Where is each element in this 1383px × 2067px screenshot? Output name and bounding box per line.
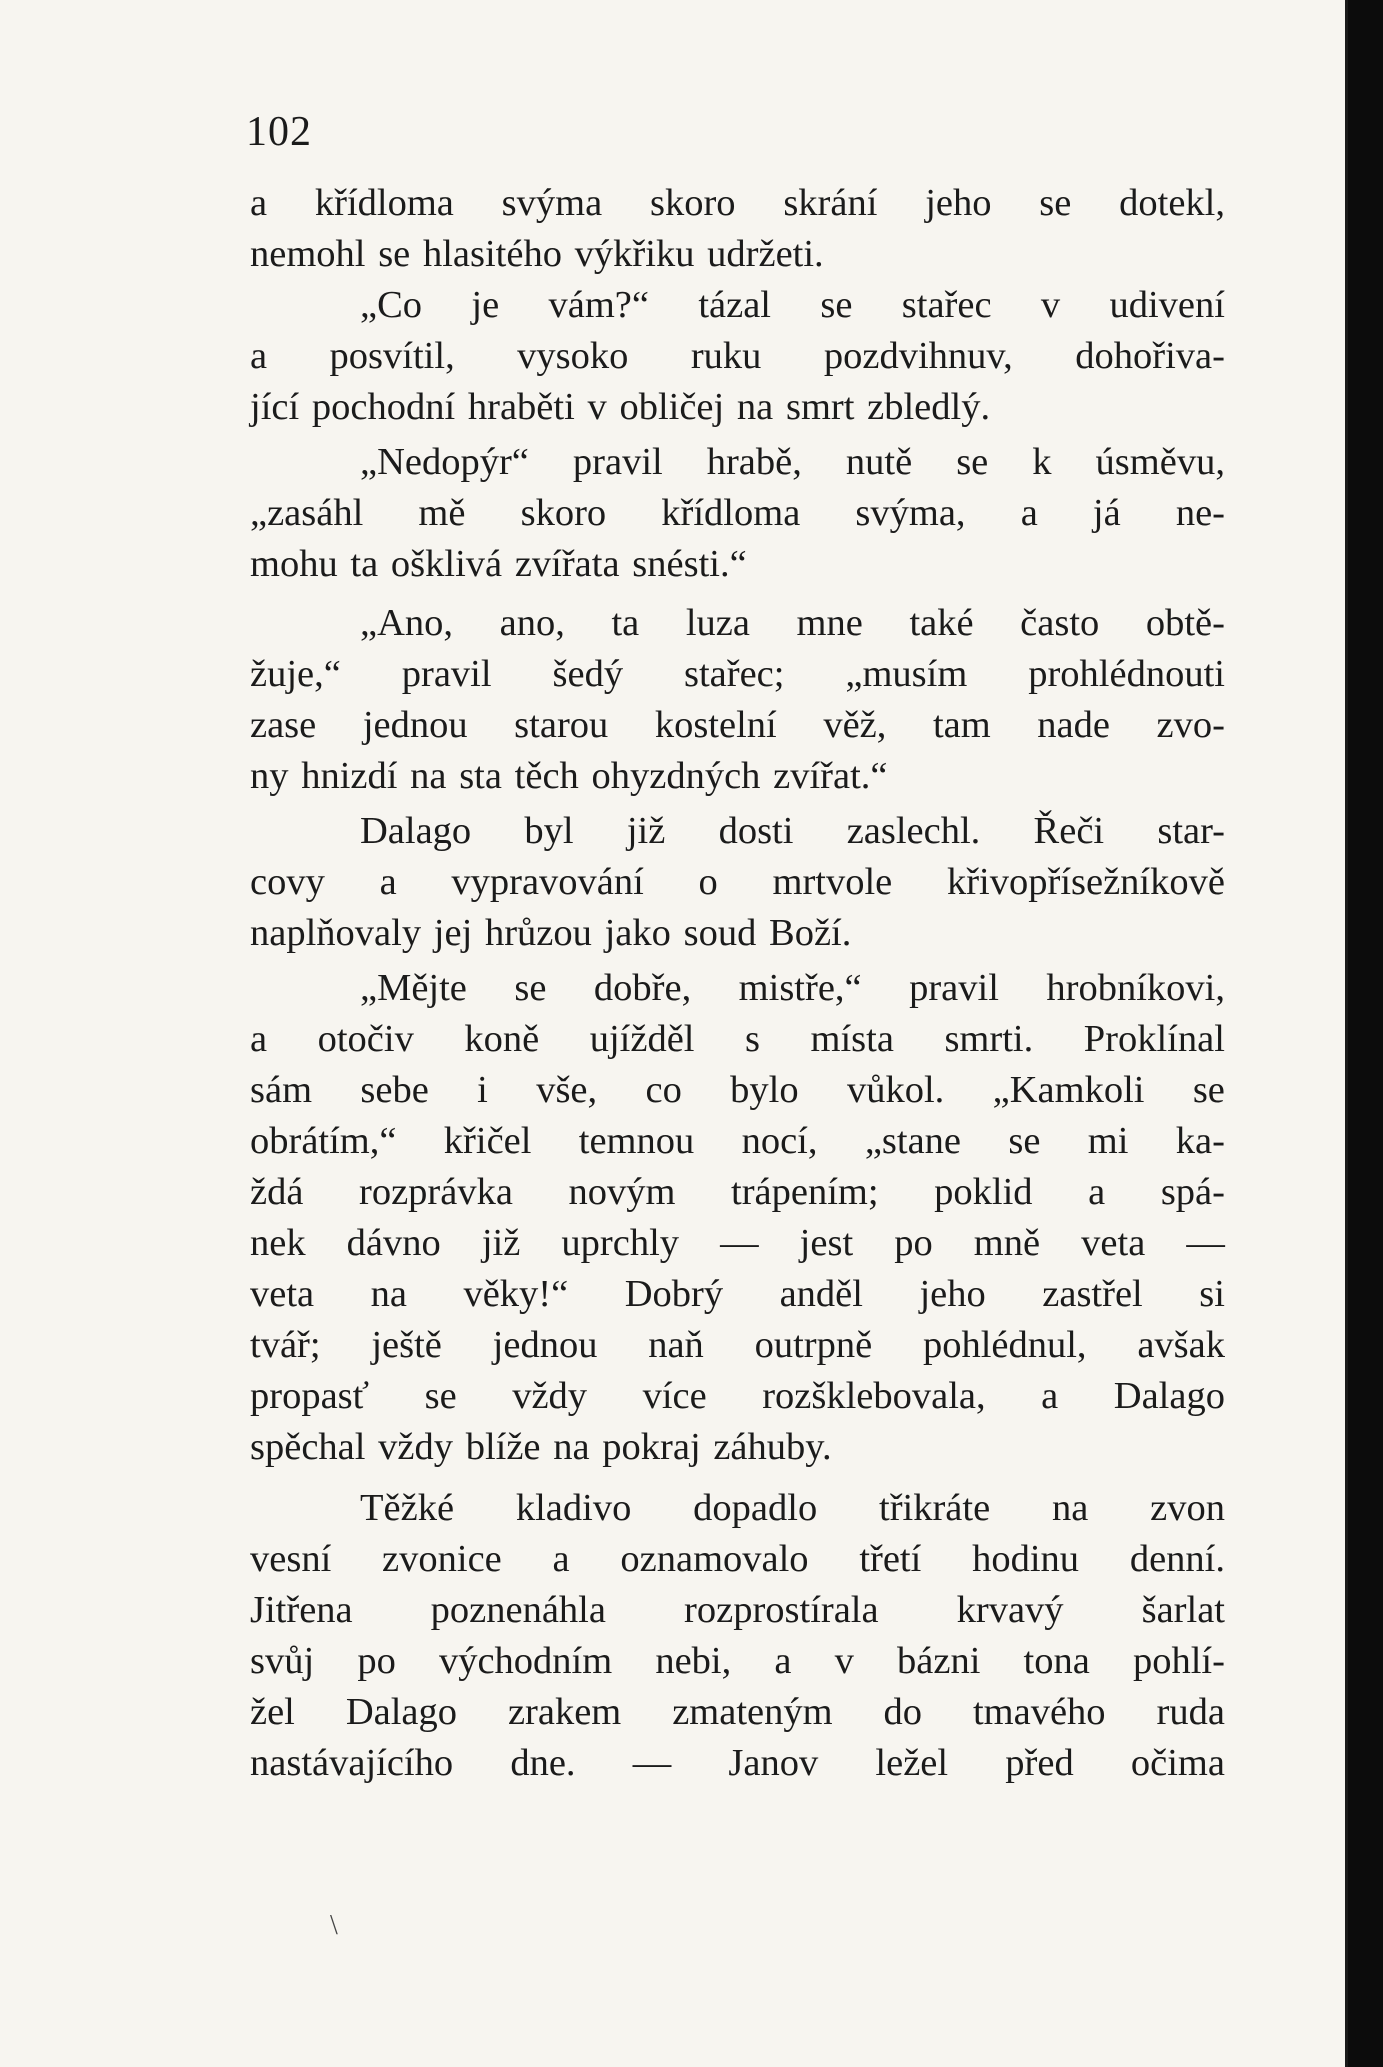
word: zrakem (507, 1691, 622, 1733)
word: již (626, 810, 666, 852)
word: s (745, 1018, 760, 1060)
word: zaslechl. (846, 810, 981, 852)
word: krvavý (956, 1589, 1064, 1631)
word: zvířata (514, 543, 620, 585)
word: hnizdí (301, 755, 398, 797)
word: ujížděl (589, 1018, 695, 1060)
text-line (250, 331, 1225, 382)
text-line (250, 539, 1225, 590)
word: outrpně (754, 1324, 873, 1366)
word: covy (250, 861, 325, 903)
word: spá- (1160, 1171, 1225, 1213)
word: dne. (510, 1742, 576, 1784)
word: nemohl (250, 233, 366, 275)
text-line (250, 1738, 1225, 1789)
word: zase (250, 704, 317, 746)
word: jednou (492, 1324, 598, 1366)
word: smrt (785, 386, 855, 428)
word: svýma (501, 182, 603, 224)
word: šarlat (1141, 1589, 1225, 1631)
word: ny (250, 755, 289, 797)
text-line (250, 1534, 1225, 1585)
word: kladivo (515, 1487, 632, 1529)
text-line (250, 1167, 1225, 1218)
word: na (1052, 1487, 1089, 1529)
word: co (645, 1069, 682, 1111)
word: hlasitého (422, 233, 562, 275)
text-line (250, 1320, 1225, 1371)
word: i (477, 1069, 488, 1111)
word: se (378, 233, 411, 275)
word: pochodní (311, 386, 456, 428)
word: udivení (1109, 284, 1225, 326)
word: Těžké (360, 1487, 455, 1529)
word: žuje,“ (250, 653, 341, 695)
text-line (250, 1014, 1225, 1065)
word: místa (810, 1018, 894, 1060)
word: Řeči (1033, 810, 1105, 852)
word: třikráte (879, 1487, 991, 1529)
text-line (250, 382, 1225, 433)
word: mně (973, 1222, 1041, 1264)
word: se (956, 441, 989, 483)
word: rozšklebovala, (762, 1375, 986, 1417)
text-line (250, 963, 1225, 1014)
word: tona (1023, 1640, 1090, 1682)
word: posvítil, (329, 335, 455, 377)
word: luza (685, 602, 750, 644)
word: svůj (250, 1640, 315, 1682)
word: tmavého (972, 1691, 1106, 1733)
word: pohlédnul, (922, 1324, 1087, 1366)
text-line (250, 908, 1225, 959)
word: často (1020, 602, 1100, 644)
word: také (909, 602, 974, 644)
text-line (250, 1269, 1225, 1320)
word: rozprostírala (684, 1589, 879, 1631)
word: zvon (1150, 1487, 1225, 1529)
word: jako (604, 912, 671, 954)
word: anděl (779, 1273, 863, 1315)
word: oznamovalo (620, 1538, 809, 1580)
word: hrůzou (484, 912, 592, 954)
word: a (1088, 1171, 1106, 1213)
word: ještě (371, 1324, 442, 1366)
word: Janov (728, 1742, 819, 1784)
word: a (552, 1538, 570, 1580)
word: Dalago (345, 1691, 458, 1733)
word: „musím (845, 653, 968, 695)
word: do (883, 1691, 923, 1733)
scan-edge (1348, 0, 1383, 2067)
word: bylo (730, 1069, 799, 1111)
word: ta (611, 602, 640, 644)
word: nek (250, 1222, 306, 1264)
word: ošklivá (390, 543, 503, 585)
word: Dalago (1113, 1375, 1225, 1417)
word: na (410, 755, 447, 797)
word: „Kamkoli (992, 1069, 1145, 1111)
word: dosti (718, 810, 794, 852)
word: ne- (1175, 492, 1225, 534)
word: Proklínal (1083, 1018, 1225, 1060)
word: dohořiva- (1075, 335, 1225, 377)
word: a (250, 182, 268, 224)
text-line (250, 1636, 1225, 1687)
word: tázal (698, 284, 771, 326)
word: se (1192, 1069, 1225, 1111)
paragraph-gap (250, 1473, 1225, 1483)
word: obrátím,“ (250, 1120, 397, 1162)
word: mě (418, 492, 466, 534)
text-line (250, 1422, 1225, 1473)
text-line (250, 700, 1225, 751)
word: na (553, 1426, 590, 1468)
word: se (820, 284, 853, 326)
word: jednou (362, 704, 468, 746)
word: ruda (1156, 1691, 1225, 1733)
word: třetí (859, 1538, 922, 1580)
word: pravil (401, 653, 492, 695)
word: se (514, 967, 547, 1009)
text-line (250, 229, 1225, 280)
word: ano, (499, 602, 565, 644)
word: vám?“ (548, 284, 649, 326)
word: dávno (346, 1222, 441, 1264)
word: vše, (536, 1069, 598, 1111)
word: veta (1081, 1222, 1146, 1264)
word: dobře, (593, 967, 692, 1009)
word: zvonice (382, 1538, 502, 1580)
word: otočiv (317, 1018, 414, 1060)
word: výkřiku (574, 233, 695, 275)
text-line (250, 488, 1225, 539)
page-number: 102 (246, 109, 312, 155)
word: jeho (925, 182, 992, 224)
word: si (1199, 1273, 1225, 1315)
word: k (1032, 441, 1052, 483)
word: a (379, 861, 397, 903)
text-line (250, 1585, 1225, 1636)
text-line (250, 280, 1225, 331)
word: Dobrý (624, 1273, 724, 1315)
word: „Ano, (360, 602, 454, 644)
word: vždy (512, 1375, 588, 1417)
word: hraběti (467, 386, 575, 428)
word: novým (568, 1171, 676, 1213)
text-line (250, 1371, 1225, 1422)
word: nutě (845, 441, 913, 483)
word: mohu (250, 543, 338, 585)
word: avšak (1137, 1324, 1225, 1366)
word: se (1039, 182, 1072, 224)
word: před (1005, 1742, 1074, 1784)
word: na (736, 386, 774, 428)
text-line (250, 857, 1225, 908)
word: pozdvihnuv, (823, 335, 1013, 377)
word: „Nedopýr“ (360, 441, 529, 483)
word: vysoko (517, 335, 629, 377)
word: denní. (1129, 1538, 1225, 1580)
word: vždy (378, 1426, 453, 1468)
word: sám (250, 1069, 313, 1111)
word: na (370, 1273, 407, 1315)
word: trápením; (731, 1171, 879, 1213)
word: po (357, 1640, 396, 1682)
word: veta (250, 1273, 315, 1315)
word: „stane (864, 1120, 962, 1162)
word: po (894, 1222, 933, 1264)
word: jící (250, 386, 300, 428)
text-line (250, 178, 1225, 229)
word: Dalago (360, 810, 472, 852)
word: v (1040, 284, 1061, 326)
word: zvířat.“ (773, 755, 888, 797)
word: hrobníkovi, (1046, 967, 1225, 1009)
word: nastávajícího (250, 1742, 454, 1784)
word: pohlí- (1132, 1640, 1225, 1682)
word: bázni (897, 1640, 981, 1682)
word: ohyzdných (591, 755, 761, 797)
word: sta (459, 755, 502, 797)
text-line (250, 598, 1225, 649)
word: jest (799, 1222, 854, 1264)
word: „Mějte (360, 967, 467, 1009)
word: východním (438, 1640, 613, 1682)
word: a (1020, 492, 1038, 534)
word: a (774, 1640, 792, 1682)
word: již (481, 1222, 521, 1264)
word: ruku (690, 335, 762, 377)
word: — (1186, 1222, 1225, 1264)
word: temnou (578, 1120, 695, 1162)
word: nade (1037, 704, 1110, 746)
word: obličej (619, 386, 725, 428)
word: ta (350, 543, 379, 585)
word: pravil (909, 967, 999, 1009)
text-line (250, 1483, 1225, 1534)
word: smrti. (944, 1018, 1034, 1060)
word: vesní (250, 1538, 332, 1580)
word: mne (796, 602, 863, 644)
word: křičel (443, 1120, 532, 1162)
text-line (250, 1065, 1225, 1116)
body-text (250, 178, 1225, 1789)
word: jeho (919, 1273, 986, 1315)
word: — (632, 1742, 672, 1784)
word: šedý (552, 653, 624, 695)
word: ždá (250, 1171, 304, 1213)
word: je (471, 284, 500, 326)
word: tvář; (250, 1324, 321, 1366)
word: o (698, 861, 718, 903)
word: se (424, 1375, 457, 1417)
word: se (1008, 1120, 1041, 1162)
word: sebe (360, 1069, 429, 1111)
word: mi (1087, 1120, 1129, 1162)
word: zbledlý. (867, 386, 991, 428)
word: pravil (572, 441, 663, 483)
word: křídloma (314, 182, 454, 224)
text-line (250, 1218, 1225, 1269)
word: poklid (934, 1171, 1033, 1213)
word: věky!“ (463, 1273, 569, 1315)
word: naplňovaly (250, 912, 422, 954)
word: v (587, 386, 607, 428)
word: zmateným (672, 1691, 833, 1733)
word: stařec (901, 284, 992, 326)
word: zastřel (1042, 1273, 1143, 1315)
word: a (250, 335, 268, 377)
word: pokraj (602, 1426, 701, 1468)
word: žel (250, 1691, 295, 1733)
word: a (250, 1018, 268, 1060)
word: byl (524, 810, 574, 852)
word: vypravování (451, 861, 644, 903)
word: dopadlo (693, 1487, 818, 1529)
word: očima (1130, 1742, 1225, 1784)
word: skoro (649, 182, 736, 224)
text-line (250, 751, 1225, 802)
word: ležel (875, 1742, 949, 1784)
word: více (642, 1375, 707, 1417)
word: poznenáhla (430, 1589, 606, 1631)
word: skoro (520, 492, 607, 534)
text-line (250, 1687, 1225, 1738)
word: starou (514, 704, 609, 746)
word: uprchly (561, 1222, 680, 1264)
word: mrtvole (772, 861, 893, 903)
word: Jitřena (250, 1589, 353, 1631)
word: udržeti. (707, 233, 824, 275)
word: vůkol. (846, 1069, 945, 1111)
word: tam (932, 704, 991, 746)
text-line (250, 806, 1225, 857)
word: já (1092, 492, 1121, 534)
word: blíže (465, 1426, 541, 1468)
stray-mark: \ (330, 1910, 338, 1941)
word: a (1041, 1375, 1059, 1417)
word: v (834, 1640, 854, 1682)
word: — (720, 1222, 759, 1264)
word: hrabě, (706, 441, 802, 483)
word: star- (1157, 810, 1225, 852)
word: nebi, (655, 1640, 732, 1682)
word: „Co (360, 284, 423, 326)
word: koně (464, 1018, 540, 1060)
paragraph-gap (250, 590, 1225, 598)
word: křídloma (661, 492, 801, 534)
word: hodinu (972, 1538, 1080, 1580)
word: rozprávka (359, 1171, 513, 1213)
word: stařec; (684, 653, 785, 695)
word: spěchal (250, 1426, 366, 1468)
word: soud (683, 912, 757, 954)
word: „zasáhl (250, 492, 364, 534)
word: kostelní (654, 704, 777, 746)
word: záhuby. (713, 1426, 832, 1468)
word: věž, (823, 704, 887, 746)
word: mistře,“ (738, 967, 862, 1009)
word: prohlédnouti (1028, 653, 1225, 695)
word: naň (648, 1324, 704, 1366)
word: obtě- (1145, 602, 1225, 644)
word: úsměvu, (1095, 441, 1225, 483)
word: křivopřísežníkově (946, 861, 1225, 903)
word: jej (433, 912, 473, 954)
word: skrání (783, 182, 878, 224)
word: ka- (1175, 1120, 1225, 1162)
word: propasť (250, 1375, 370, 1417)
text-line (250, 1116, 1225, 1167)
word: dotekl, (1119, 182, 1225, 224)
word: zvo- (1156, 704, 1225, 746)
word: těch (514, 755, 579, 797)
text-line (250, 649, 1225, 700)
word: snésti.“ (632, 543, 747, 585)
word: nocí, (741, 1120, 818, 1162)
word: svýma, (855, 492, 966, 534)
word: Boží. (769, 912, 852, 954)
text-line (250, 437, 1225, 488)
